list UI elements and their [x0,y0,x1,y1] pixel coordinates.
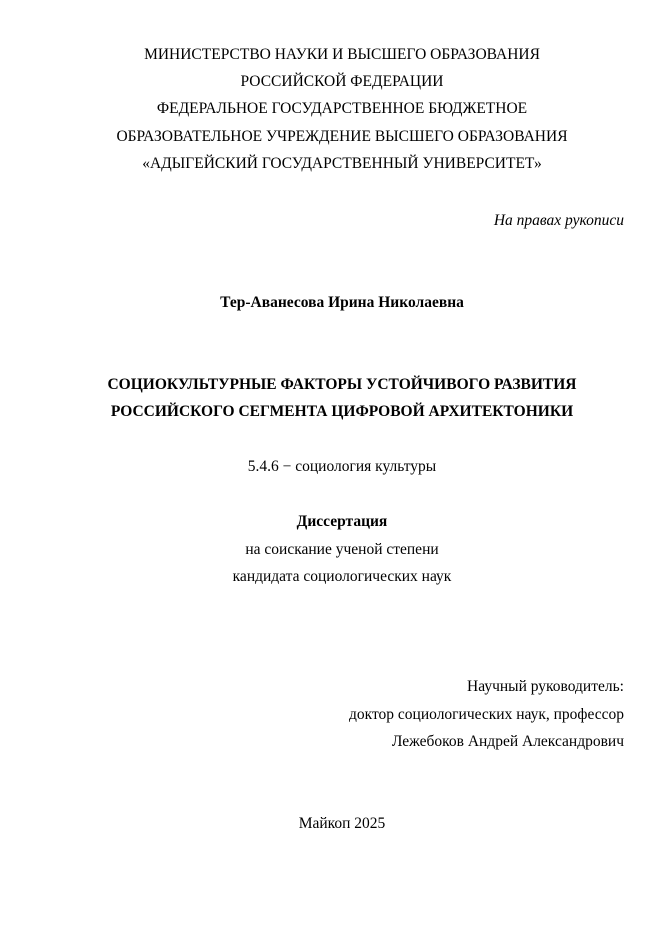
dissertation-title-line-1: СОЦИОКУЛЬТУРНЫЕ ФАКТОРЫ УСТОЙЧИВОГО РАЗВИТИЯ [107,376,577,393]
university-name: «АДЫГЕЙСКИЙ ГОСУДАРСТВЕННЫЙ УНИВЕРСИТЕТ» [142,155,542,172]
dissertation-title-line-2: РОССИЙСКОГО СЕГМЕНТА ЦИФРОВОЙ АРХИТЕКТОНИКИ [110,403,574,420]
ministry-line: МИНИСТЕРСТВО НАУКИ И ВЫСШЕГО ОБРАЗОВАНИЯ [144,46,540,63]
manuscript-note: На правах рукописи [493,212,624,229]
supervisor-label: Научный руководитель: [467,678,624,695]
degree-line-2: кандидата социологических наук [232,568,452,585]
place-year: Майкоп 2025 [298,815,386,832]
degree-line-1: на соискание ученой степени [245,541,439,558]
work-type: Диссертация [296,513,388,530]
author-name: Тер-Аванесова Ирина Николаевна [220,294,464,311]
institution-type-line-2: ОБРАЗОВАТЕЛЬНОЕ УЧРЕЖДЕНИЕ ВЫСШЕГО ОБРАЗОВАНИЯ [116,128,568,145]
supervisor-name: Лежебоков Андрей Александрович [391,733,624,750]
supervisor-credentials: доктор социологических наук, профессор [349,706,624,723]
federation-line: РОССИЙСКОЙ ФЕДЕРАЦИИ [240,73,444,90]
specialty-code: 5.4.6 − социология культуры [247,458,437,475]
institution-type-line: ФЕДЕРАЛЬНОЕ ГОСУДАРСТВЕННОЕ БЮДЖЕТНОЕ [156,100,528,117]
